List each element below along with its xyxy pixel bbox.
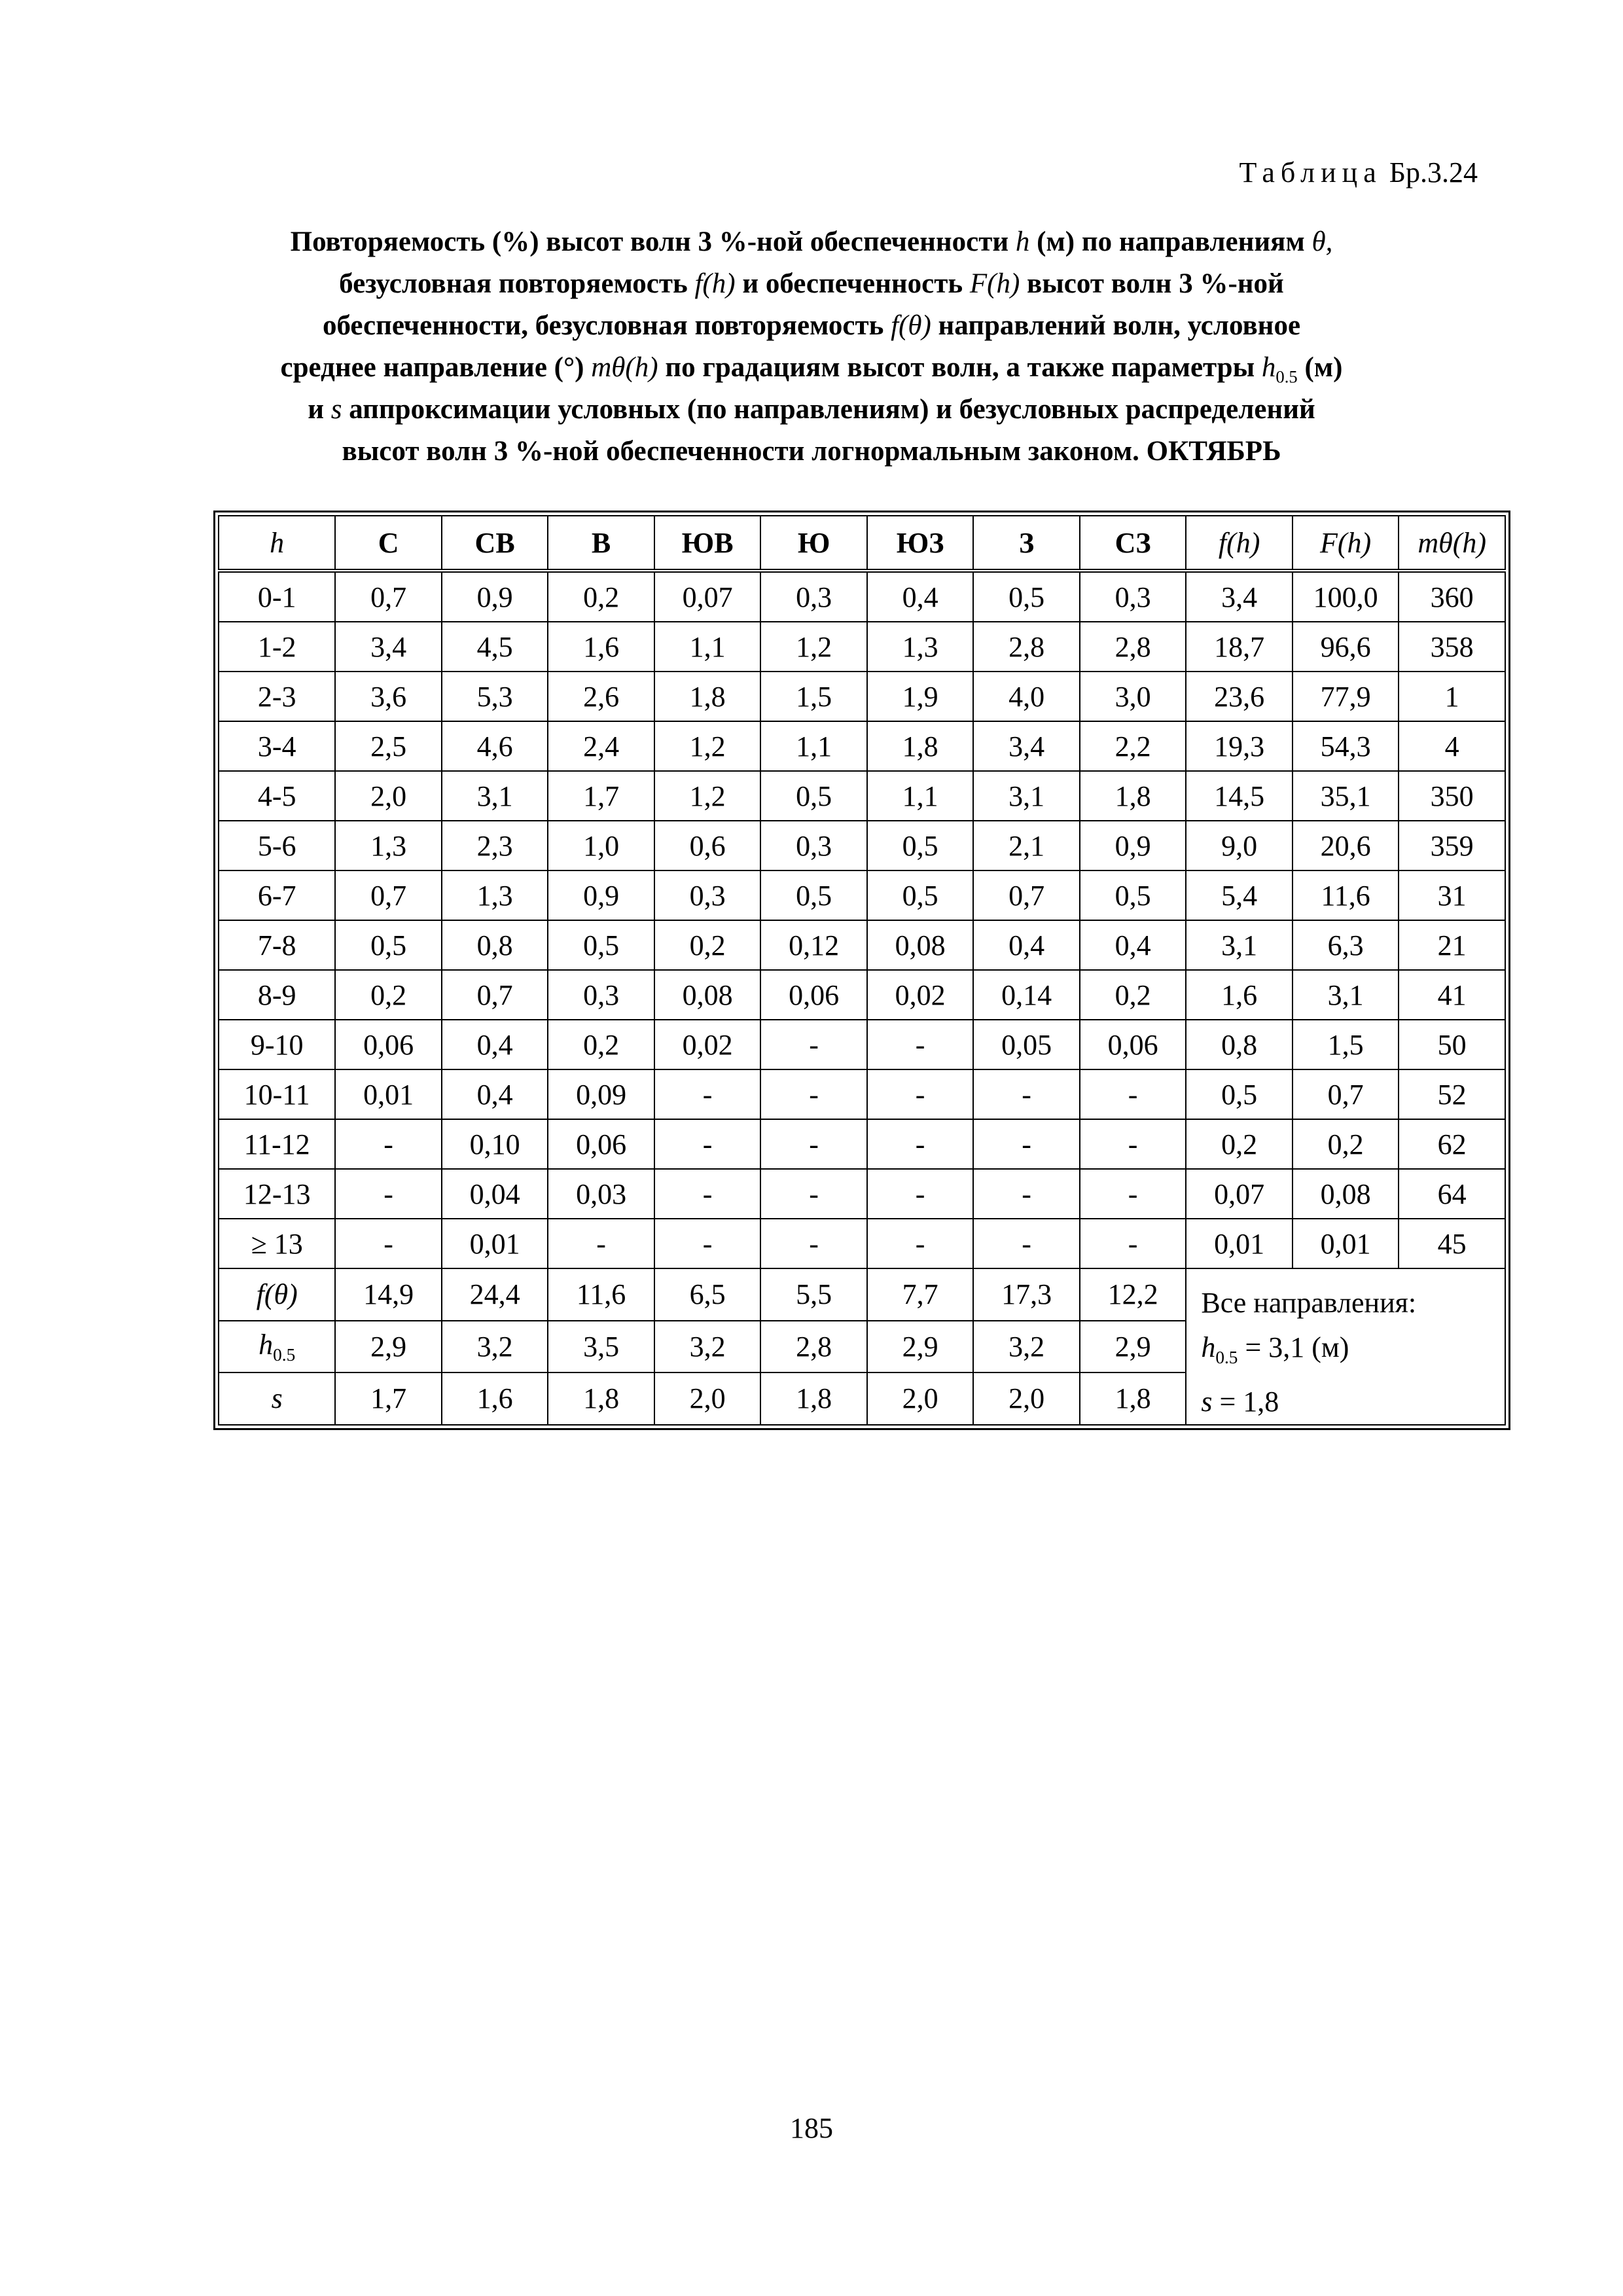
table-cell: 3,1 bbox=[1293, 970, 1399, 1020]
footer-cell: 12,2 bbox=[1080, 1268, 1186, 1321]
table-cell: - bbox=[973, 1169, 1080, 1219]
footer-cell: 2,9 bbox=[1080, 1321, 1186, 1373]
row-label-cell: 7-8 bbox=[219, 920, 335, 970]
table-cell: 1,3 bbox=[335, 821, 442, 870]
data-table bbox=[218, 515, 1506, 1426]
row-label-cell: 5-6 bbox=[219, 821, 335, 870]
footer-cell: 1,8 bbox=[548, 1372, 654, 1425]
table-cell: 21 bbox=[1399, 920, 1505, 970]
footer-label-cell bbox=[219, 1268, 335, 1321]
table-cell: 2,0 bbox=[335, 771, 442, 821]
footer-cell: 1,7 bbox=[335, 1372, 442, 1425]
table-cell: 0,3 bbox=[760, 821, 867, 870]
table-cell: 0,09 bbox=[548, 1069, 654, 1119]
footer-cell: 11,6 bbox=[548, 1268, 654, 1321]
caption-text: и bbox=[308, 394, 324, 425]
table-row bbox=[219, 672, 1505, 721]
table-cell: - bbox=[760, 1119, 867, 1169]
table-cell: 1,2 bbox=[654, 721, 761, 771]
footer-cell: 3,2 bbox=[442, 1321, 548, 1373]
table-cell: 3,4 bbox=[1186, 571, 1293, 622]
table-cell: - bbox=[867, 1020, 974, 1069]
table-cell: 0,9 bbox=[442, 571, 548, 622]
table-cell: 0,5 bbox=[1080, 870, 1186, 920]
table-cell: - bbox=[973, 1069, 1080, 1119]
table-cell: 1,8 bbox=[654, 672, 761, 721]
table-cell: - bbox=[1080, 1169, 1186, 1219]
row-label-cell: 4-5 bbox=[219, 771, 335, 821]
caption-symbol: F(h) bbox=[969, 268, 1020, 299]
footer-cell: 2,0 bbox=[973, 1372, 1080, 1425]
table-cell: 4,5 bbox=[442, 622, 548, 672]
column-header: ЮЗ bbox=[867, 516, 974, 571]
table-cell: 0,5 bbox=[867, 870, 974, 920]
summary-h-value: = 3,1 bbox=[1245, 1331, 1305, 1363]
table-row bbox=[219, 721, 1505, 771]
table-cell: 41 bbox=[1399, 970, 1505, 1020]
table-cell: 0,2 bbox=[654, 920, 761, 970]
footer-cell: 3,2 bbox=[654, 1321, 761, 1373]
table-cell: 3,6 bbox=[335, 672, 442, 721]
table-cell: 0,2 bbox=[335, 970, 442, 1020]
table-row bbox=[219, 1069, 1505, 1119]
table-cell: - bbox=[867, 1219, 974, 1268]
table-cell: 358 bbox=[1399, 622, 1505, 672]
table-cell: - bbox=[760, 1020, 867, 1069]
table-cell: 0,3 bbox=[1080, 571, 1186, 622]
table-cell: 0,4 bbox=[442, 1069, 548, 1119]
table-cell: 52 bbox=[1399, 1069, 1505, 1119]
footer-cell: 3,2 bbox=[973, 1321, 1080, 1373]
table-cell: 0,4 bbox=[973, 920, 1080, 970]
row-label-cell: 6-7 bbox=[219, 870, 335, 920]
row-label-cell: 11-12 bbox=[219, 1119, 335, 1169]
table-cell: 11,6 bbox=[1293, 870, 1399, 920]
table-cell: 18,7 bbox=[1186, 622, 1293, 672]
caption-text: среднее направление (°) bbox=[280, 352, 584, 383]
table-cell: - bbox=[867, 1119, 974, 1169]
table-label bbox=[1240, 156, 1478, 189]
all-directions-summary bbox=[1186, 1268, 1505, 1425]
table-cell: - bbox=[973, 1219, 1080, 1268]
table-cell: 14,5 bbox=[1186, 771, 1293, 821]
table-cell: - bbox=[760, 1069, 867, 1119]
table-cell: - bbox=[1080, 1219, 1186, 1268]
table-cell: 0,7 bbox=[973, 870, 1080, 920]
caption-text: по градациям высот волн, а также параметры bbox=[665, 352, 1255, 383]
table-cell: 0,02 bbox=[654, 1020, 761, 1069]
row-label-cell: 8-9 bbox=[219, 970, 335, 1020]
table-cell: 1,5 bbox=[760, 672, 867, 721]
table-cell: 54,3 bbox=[1293, 721, 1399, 771]
caption-line-1 bbox=[196, 221, 1427, 263]
table-cell: 2,5 bbox=[335, 721, 442, 771]
caption-line-5 bbox=[196, 389, 1427, 431]
footer-cell: 1,6 bbox=[442, 1372, 548, 1425]
table-cell: 1,1 bbox=[760, 721, 867, 771]
table-cell: - bbox=[654, 1169, 761, 1219]
footer-cell: 2,0 bbox=[867, 1372, 974, 1425]
caption-line-3 bbox=[196, 305, 1427, 347]
table-cell: - bbox=[548, 1219, 654, 1268]
table-cell: 0,5 bbox=[1186, 1069, 1293, 1119]
summary-s-value: = 1,8 bbox=[1219, 1385, 1279, 1418]
table-cell: 3,1 bbox=[973, 771, 1080, 821]
table-cell: 1,8 bbox=[867, 721, 974, 771]
table-cell: - bbox=[1080, 1069, 1186, 1119]
table-cell: 0,8 bbox=[1186, 1020, 1293, 1069]
footer-cell: 1,8 bbox=[1080, 1372, 1186, 1425]
table-cell: 0,06 bbox=[335, 1020, 442, 1069]
table-cell: 2,6 bbox=[548, 672, 654, 721]
table-cell: 360 bbox=[1399, 571, 1505, 622]
table-label-word: Таблица bbox=[1239, 156, 1382, 188]
table-caption bbox=[196, 221, 1427, 473]
wave-height-table bbox=[213, 511, 1510, 1430]
table-cell: 0,3 bbox=[548, 970, 654, 1020]
table-cell: 4 bbox=[1399, 721, 1505, 771]
row-label-cell: 3-4 bbox=[219, 721, 335, 771]
table-cell: 3,4 bbox=[973, 721, 1080, 771]
table-row bbox=[219, 771, 1505, 821]
table-cell: 1,2 bbox=[760, 622, 867, 672]
summary-s-symbol: s bbox=[1201, 1385, 1213, 1418]
table-cell: 350 bbox=[1399, 771, 1505, 821]
table-cell: 1 bbox=[1399, 672, 1505, 721]
table-cell: 0,10 bbox=[442, 1119, 548, 1169]
footer-cell: 1,8 bbox=[760, 1372, 867, 1425]
table-cell: 2,2 bbox=[1080, 721, 1186, 771]
table-cell: 100,0 bbox=[1293, 571, 1399, 622]
caption-line-6: высот волн 3 %-ной обеспеченности логнормальным законом. ОКТЯБРЬ bbox=[342, 436, 1281, 467]
row-label-cell: 12-13 bbox=[219, 1169, 335, 1219]
row-label-cell: 0-1 bbox=[219, 571, 335, 622]
column-header: СЗ bbox=[1080, 516, 1186, 571]
footer-cell: 6,5 bbox=[654, 1268, 761, 1321]
table-cell: 0,9 bbox=[548, 870, 654, 920]
footer-cell: 5,5 bbox=[760, 1268, 867, 1321]
table-cell: - bbox=[335, 1169, 442, 1219]
summary-h-subscript: 0.5 bbox=[1215, 1347, 1238, 1367]
table-cell: 0,04 bbox=[442, 1169, 548, 1219]
column-header: С bbox=[335, 516, 442, 571]
table-cell: 0,02 bbox=[867, 970, 974, 1020]
footer-label: h bbox=[259, 1328, 274, 1361]
footer-cell: 2,9 bbox=[335, 1321, 442, 1373]
table-label-number: Бр.3.24 bbox=[1389, 156, 1478, 188]
table-cell: 1,7 bbox=[548, 771, 654, 821]
table-cell: 2,1 bbox=[973, 821, 1080, 870]
table-cell: 0,3 bbox=[654, 870, 761, 920]
caption-symbol: mθ(h) bbox=[591, 352, 658, 383]
table-cell: 0,14 bbox=[973, 970, 1080, 1020]
caption-symbol: s bbox=[330, 394, 342, 425]
table-cell: 0,8 bbox=[442, 920, 548, 970]
table-cell: 3,1 bbox=[442, 771, 548, 821]
column-header: f(h) bbox=[1186, 516, 1293, 571]
table-row bbox=[219, 1169, 1505, 1219]
table-cell: 0,12 bbox=[760, 920, 867, 970]
table-cell: 359 bbox=[1399, 821, 1505, 870]
table-row bbox=[219, 970, 1505, 1020]
table-cell: 4,0 bbox=[973, 672, 1080, 721]
table-cell: 50 bbox=[1399, 1020, 1505, 1069]
summary-s bbox=[1201, 1380, 1505, 1424]
footer-label-cell bbox=[219, 1321, 335, 1373]
caption-text: аппроксимации условных (по направлениям) и безусловных распределений bbox=[349, 394, 1315, 425]
table-cell: 0,03 bbox=[548, 1169, 654, 1219]
table-cell: 19,3 bbox=[1186, 721, 1293, 771]
table-cell: 1,6 bbox=[548, 622, 654, 672]
table-cell: 77,9 bbox=[1293, 672, 1399, 721]
table-body bbox=[219, 571, 1505, 1425]
column-header: СВ bbox=[442, 516, 548, 571]
table-cell: 0,01 bbox=[1293, 1219, 1399, 1268]
table-cell: 0,2 bbox=[548, 1020, 654, 1069]
caption-text: и обеспеченность bbox=[742, 268, 963, 299]
footer-cell: 2,9 bbox=[867, 1321, 974, 1373]
table-cell: 0,4 bbox=[442, 1020, 548, 1069]
footer-cell: 3,5 bbox=[548, 1321, 654, 1373]
caption-text: (м) по направлениям bbox=[1037, 226, 1305, 257]
table-cell: 5,4 bbox=[1186, 870, 1293, 920]
table-cell: - bbox=[335, 1119, 442, 1169]
table-header-row bbox=[219, 516, 1505, 571]
footer-label-cell bbox=[219, 1372, 335, 1425]
table-cell: - bbox=[867, 1169, 974, 1219]
caption-symbol: h bbox=[1261, 352, 1276, 383]
table-cell: 1,5 bbox=[1293, 1020, 1399, 1069]
footer-label: f(θ) bbox=[256, 1278, 298, 1311]
table-cell: 3,0 bbox=[1080, 672, 1186, 721]
table-cell: 20,6 bbox=[1293, 821, 1399, 870]
caption-symbol: θ, bbox=[1311, 226, 1333, 257]
column-header: Ю bbox=[760, 516, 867, 571]
table-row bbox=[219, 1020, 1505, 1069]
table-footer-row bbox=[219, 1268, 1505, 1321]
caption-subscript: 0.5 bbox=[1275, 367, 1298, 387]
table-cell: - bbox=[760, 1169, 867, 1219]
table-cell: 1,2 bbox=[654, 771, 761, 821]
table-cell: 0,08 bbox=[867, 920, 974, 970]
caption-line-4 bbox=[196, 347, 1427, 389]
row-label-cell: 9-10 bbox=[219, 1020, 335, 1069]
caption-line-2 bbox=[196, 263, 1427, 305]
table-row bbox=[219, 1119, 1505, 1169]
table-row bbox=[219, 870, 1505, 920]
caption-text: высот волн 3 %-ной bbox=[1027, 268, 1284, 299]
column-header: mθ(h) bbox=[1399, 516, 1505, 571]
table-cell: 0,01 bbox=[335, 1069, 442, 1119]
caption-text: (м) bbox=[1304, 352, 1343, 383]
table-cell: - bbox=[335, 1219, 442, 1268]
row-label-cell: 10-11 bbox=[219, 1069, 335, 1119]
footer-cell: 2,0 bbox=[654, 1372, 761, 1425]
table-cell: - bbox=[867, 1069, 974, 1119]
summary-title: Все направления: bbox=[1201, 1287, 1417, 1319]
table-cell: 23,6 bbox=[1186, 672, 1293, 721]
table-cell: 2,4 bbox=[548, 721, 654, 771]
table-cell: 4,6 bbox=[442, 721, 548, 771]
table-cell: 2,8 bbox=[973, 622, 1080, 672]
column-header: h bbox=[219, 516, 335, 571]
table-cell: - bbox=[654, 1069, 761, 1119]
caption-symbol: f(h) bbox=[694, 268, 736, 299]
table-cell: 96,6 bbox=[1293, 622, 1399, 672]
table-cell: 9,0 bbox=[1186, 821, 1293, 870]
table-cell: 35,1 bbox=[1293, 771, 1399, 821]
caption-symbol: h bbox=[1015, 226, 1030, 257]
table-cell: 1,9 bbox=[867, 672, 974, 721]
table-cell: 0,6 bbox=[654, 821, 761, 870]
table-row bbox=[219, 821, 1505, 870]
table-cell: 2,3 bbox=[442, 821, 548, 870]
table-cell: 3,4 bbox=[335, 622, 442, 672]
table-row bbox=[219, 920, 1505, 970]
table-cell: - bbox=[760, 1219, 867, 1268]
table-cell: 0,7 bbox=[1293, 1069, 1399, 1119]
table-cell: 0,2 bbox=[1293, 1119, 1399, 1169]
table-cell: 0,2 bbox=[548, 571, 654, 622]
table-cell: 0,01 bbox=[442, 1219, 548, 1268]
table-cell: 1,1 bbox=[654, 622, 761, 672]
table-cell: 0,06 bbox=[1080, 1020, 1186, 1069]
table-cell: 0,06 bbox=[548, 1119, 654, 1169]
caption-symbol: f(θ) bbox=[891, 310, 931, 341]
footer-label-subscript: 0.5 bbox=[273, 1344, 296, 1365]
row-label-cell: ≥ 13 bbox=[219, 1219, 335, 1268]
table-cell: 0,4 bbox=[867, 571, 974, 622]
table-row bbox=[219, 571, 1505, 622]
table-cell: 0,2 bbox=[1080, 970, 1186, 1020]
table-cell: 0,4 bbox=[1080, 920, 1186, 970]
column-header: В bbox=[548, 516, 654, 571]
table-cell: 1,3 bbox=[867, 622, 974, 672]
table-cell: 64 bbox=[1399, 1169, 1505, 1219]
table-row bbox=[219, 622, 1505, 672]
table-cell: 2,8 bbox=[1080, 622, 1186, 672]
table-cell: 1,0 bbox=[548, 821, 654, 870]
table-cell: 0,3 bbox=[760, 571, 867, 622]
footer-cell: 2,8 bbox=[760, 1321, 867, 1373]
table-cell: - bbox=[973, 1119, 1080, 1169]
table-cell: 1,8 bbox=[1080, 771, 1186, 821]
summary-h05 bbox=[1201, 1325, 1505, 1380]
column-header: ЮВ bbox=[654, 516, 761, 571]
table-cell: 1,6 bbox=[1186, 970, 1293, 1020]
page-number: 185 bbox=[790, 2112, 833, 2144]
row-label-cell: 2-3 bbox=[219, 672, 335, 721]
table-cell: 0,5 bbox=[867, 821, 974, 870]
table-cell: 5,3 bbox=[442, 672, 548, 721]
table-cell: 3,1 bbox=[1186, 920, 1293, 970]
table-cell: - bbox=[1080, 1119, 1186, 1169]
table-row bbox=[219, 1219, 1505, 1268]
table-cell: 0,7 bbox=[442, 970, 548, 1020]
table-cell: 62 bbox=[1399, 1119, 1505, 1169]
table-cell: 45 bbox=[1399, 1219, 1505, 1268]
table-cell: 0,07 bbox=[1186, 1169, 1293, 1219]
footer-cell: 14,9 bbox=[335, 1268, 442, 1321]
table-cell: 0,5 bbox=[973, 571, 1080, 622]
table-cell: 0,01 bbox=[1186, 1219, 1293, 1268]
footer-label: s bbox=[271, 1382, 283, 1415]
caption-text: Повторяемость (%) высот волн 3 %-ной обеспеченности bbox=[290, 226, 1009, 257]
table-cell: - bbox=[654, 1219, 761, 1268]
table-cell: 0,5 bbox=[548, 920, 654, 970]
table-cell: 0,08 bbox=[1293, 1169, 1399, 1219]
table-cell: 0,7 bbox=[335, 571, 442, 622]
table-cell: 0,06 bbox=[760, 970, 867, 1020]
column-header: З bbox=[973, 516, 1080, 571]
table-cell: 6,3 bbox=[1293, 920, 1399, 970]
table-cell: 0,2 bbox=[1186, 1119, 1293, 1169]
row-label-cell: 1-2 bbox=[219, 622, 335, 672]
column-header: F(h) bbox=[1293, 516, 1399, 571]
table-cell: 0,5 bbox=[760, 870, 867, 920]
table-cell: 0,08 bbox=[654, 970, 761, 1020]
table-cell: 0,7 bbox=[335, 870, 442, 920]
caption-text: направлений волн, условное bbox=[938, 310, 1301, 341]
table-cell: 1,1 bbox=[867, 771, 974, 821]
table-cell: - bbox=[654, 1119, 761, 1169]
caption-text: обеспеченности, безусловная повторяемость bbox=[322, 310, 884, 341]
table-cell: 0,07 bbox=[654, 571, 761, 622]
footer-cell: 17,3 bbox=[973, 1268, 1080, 1321]
table-cell: 0,5 bbox=[760, 771, 867, 821]
table-cell: 1,3 bbox=[442, 870, 548, 920]
table-cell: 0,9 bbox=[1080, 821, 1186, 870]
summary-h-unit: (м) bbox=[1311, 1331, 1349, 1363]
footer-cell: 7,7 bbox=[867, 1268, 974, 1321]
footer-cell: 24,4 bbox=[442, 1268, 548, 1321]
table-cell: 0,5 bbox=[335, 920, 442, 970]
caption-text: безусловная повторяемость bbox=[339, 268, 688, 299]
table-cell: 0,05 bbox=[973, 1020, 1080, 1069]
table-cell: 31 bbox=[1399, 870, 1505, 920]
summary-h-symbol: h bbox=[1201, 1331, 1216, 1363]
